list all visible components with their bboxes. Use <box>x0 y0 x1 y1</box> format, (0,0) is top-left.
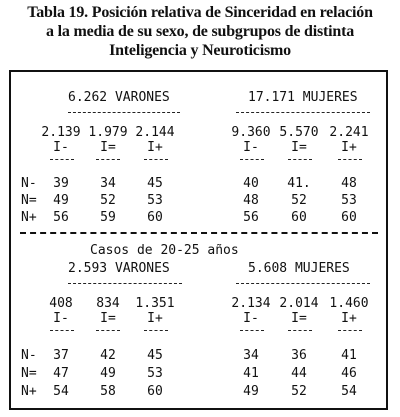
table-cell: 59 <box>100 210 116 225</box>
column-rule <box>96 330 120 331</box>
table-caption <box>0 3 400 60</box>
table-cell: 49 <box>243 384 259 399</box>
table-cell: 52 <box>100 193 116 208</box>
table-cell: 58 <box>100 384 116 399</box>
table-cell: 60 <box>291 210 307 225</box>
table-cell: 45 <box>147 348 163 363</box>
mujeres-label-i-minus: I- <box>243 140 259 155</box>
mujeres-count-i-minus: 2.134 <box>231 296 271 311</box>
caption-line-3: Inteligencia y Neuroticismo <box>109 42 291 59</box>
varones-count-i-equal: 834 <box>96 296 120 311</box>
table-cell: 42 <box>100 348 116 363</box>
varones-label-i-minus: I- <box>53 311 69 326</box>
table-cell: 46 <box>341 366 357 381</box>
row-label-n-minus: N- <box>21 348 37 363</box>
table-cell: 54 <box>341 384 357 399</box>
mujeres-label-i-minus: I- <box>243 311 259 326</box>
table-cell: 60 <box>147 210 163 225</box>
mujeres-count-i-plus: 2.241 <box>329 125 369 140</box>
varones-label-i-plus: I+ <box>147 311 163 326</box>
row-label-n-plus: N+ <box>21 384 37 399</box>
table-cell: 49 <box>100 366 116 381</box>
varones-label-i-minus: I- <box>53 140 69 155</box>
table-cell: 48 <box>243 193 259 208</box>
mujeres-label-i-plus: I+ <box>341 311 357 326</box>
column-rule <box>338 159 362 160</box>
table-cell: 44 <box>291 366 307 381</box>
table-cell: 49 <box>53 193 69 208</box>
mujeres-label-i-plus: I+ <box>341 140 357 155</box>
column-rule <box>144 330 168 331</box>
varones-count-i-minus: 408 <box>49 296 73 311</box>
mujeres-title-rule <box>236 112 370 113</box>
column-rule <box>96 159 120 160</box>
mujeres-title-rule <box>236 283 370 284</box>
row-label-n-equal: N= <box>21 366 37 381</box>
column-rule <box>288 330 312 331</box>
column-rule <box>288 159 312 160</box>
varones-label-i-equal: I= <box>100 311 116 326</box>
mujeres-title-2: 5.608 MUJERES <box>248 261 350 276</box>
row-label-n-plus: N+ <box>21 210 37 225</box>
varones-count-i-plus: 2.144 <box>135 125 175 140</box>
varones-title-rule <box>68 283 182 284</box>
varones-count-i-equal: 1.979 <box>88 125 128 140</box>
table-cell: 36 <box>291 348 307 363</box>
row-label-n-minus: N- <box>21 176 37 191</box>
column-rule <box>240 159 264 160</box>
varones-title: 6.262 VARONES <box>68 90 170 105</box>
table-cell: 45 <box>147 176 163 191</box>
table-cell: 54 <box>53 384 69 399</box>
column-rule <box>144 159 168 160</box>
table-cell: 34 <box>243 348 259 363</box>
mujeres-count-i-equal: 2.014 <box>279 296 319 311</box>
table-cell: 40 <box>243 176 259 191</box>
column-rule <box>338 330 362 331</box>
mujeres-label-i-equal: I= <box>291 311 307 326</box>
section-subtitle: Casos de 20-25 años <box>90 243 239 258</box>
column-rule <box>50 330 74 331</box>
table-cell: 48 <box>341 176 357 191</box>
mujeres-label-i-equal: I= <box>291 140 307 155</box>
table-cell: 52 <box>291 193 307 208</box>
section-divider <box>20 232 378 234</box>
caption-line-2: a la media de su sexo, de subgrupos de distinta <box>46 23 354 40</box>
varones-label-i-plus: I+ <box>147 140 163 155</box>
table-cell: 41 <box>243 366 259 381</box>
varones-count-i-minus: 2.139 <box>41 125 81 140</box>
table-cell: 41. <box>287 176 311 191</box>
table-cell: 47 <box>53 366 69 381</box>
column-rule <box>50 159 74 160</box>
mujeres-title: 17.171 MUJERES <box>248 90 358 105</box>
table-cell: 37 <box>53 348 69 363</box>
table-cell: 56 <box>53 210 69 225</box>
varones-title-rule <box>68 112 180 113</box>
varones-label-i-equal: I= <box>100 140 116 155</box>
table-cell: 53 <box>341 193 357 208</box>
table-cell: 53 <box>147 366 163 381</box>
table-cell: 60 <box>147 384 163 399</box>
table-cell: 53 <box>147 193 163 208</box>
table-cell: 52 <box>291 384 307 399</box>
table-cell: 60 <box>341 210 357 225</box>
caption-line-1: Tabla 19. Posición relativa de Sinceridad en relación <box>27 4 373 21</box>
table-cell: 41 <box>341 348 357 363</box>
table-cell: 34 <box>100 176 116 191</box>
row-label-n-equal: N= <box>21 193 37 208</box>
varones-title-2: 2.593 VARONES <box>68 261 170 276</box>
mujeres-count-i-equal: 5.570 <box>279 125 319 140</box>
mujeres-count-i-minus: 9.360 <box>231 125 271 140</box>
table-cell: 39 <box>53 176 69 191</box>
mujeres-count-i-plus: 1.460 <box>329 296 369 311</box>
varones-count-i-plus: 1.351 <box>135 296 175 311</box>
column-rule <box>240 330 264 331</box>
table-cell: 56 <box>243 210 259 225</box>
